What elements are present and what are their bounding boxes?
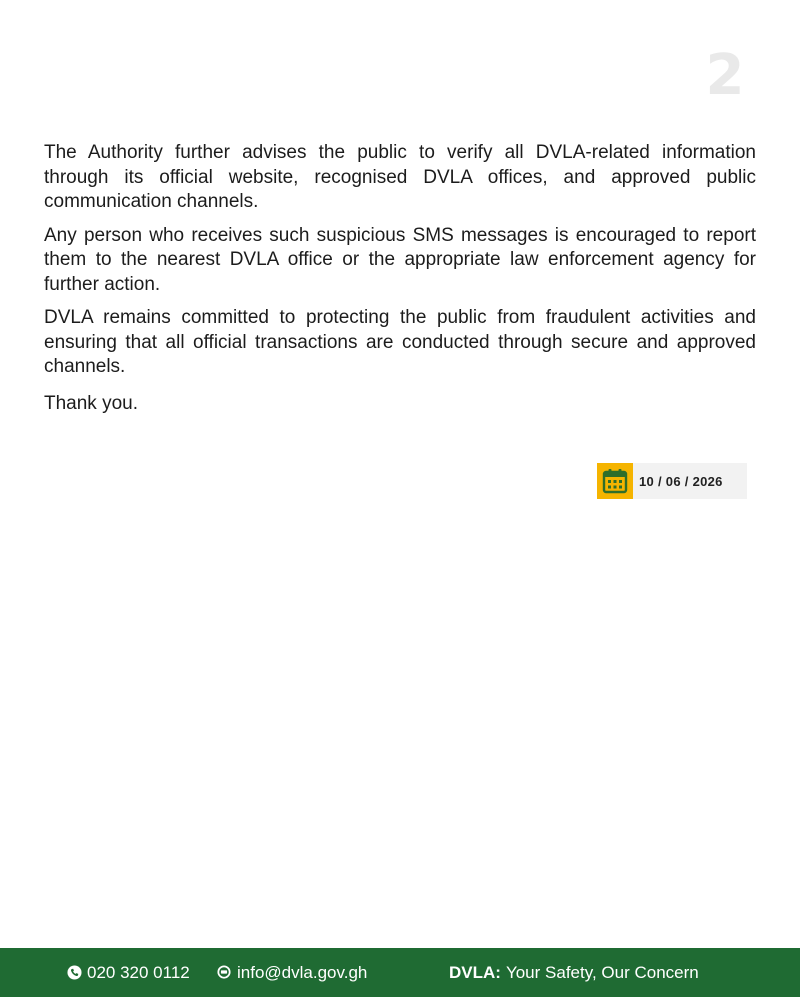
email-icon — [217, 965, 232, 980]
letter-body — [44, 141, 756, 425]
email-address: info@dvla.gov.gh — [237, 962, 368, 982]
footer-slogan — [449, 963, 699, 983]
paragraph-report-sms: Any person who receives such suspicious SMS messages is encouraged to report them to the nearest DVLA office or the appropriate law enforcement agency for further action. — [44, 224, 756, 295]
date-badge — [597, 463, 747, 499]
footer-phone[interactable] — [67, 963, 190, 983]
paragraph-commitment: DVLA remains committed to protecting the public from fraudulent activities and ensuring that all official transactions are conducted through secure and approved channels. — [44, 307, 756, 377]
date-text: 10 / 06 / 2026 — [639, 473, 723, 489]
closing-line: Thank you. — [44, 392, 138, 414]
slogan-text: Your Safety, Our Concern — [505, 962, 699, 982]
phone-number: 020 320 0112 — [87, 962, 190, 982]
slogan-brand: DVLA: — [449, 962, 501, 982]
calendar-icon — [597, 463, 633, 499]
page-number: 2 — [705, 43, 745, 108]
paragraph-verify-info: The Authority further advises the public to verify all DVLA-related information through its official website, recognised DVLA offices, and approved public communication channels. — [44, 142, 756, 212]
phone-icon — [67, 965, 82, 980]
footer-email[interactable] — [217, 963, 367, 983]
footer-bar — [0, 948, 800, 997]
